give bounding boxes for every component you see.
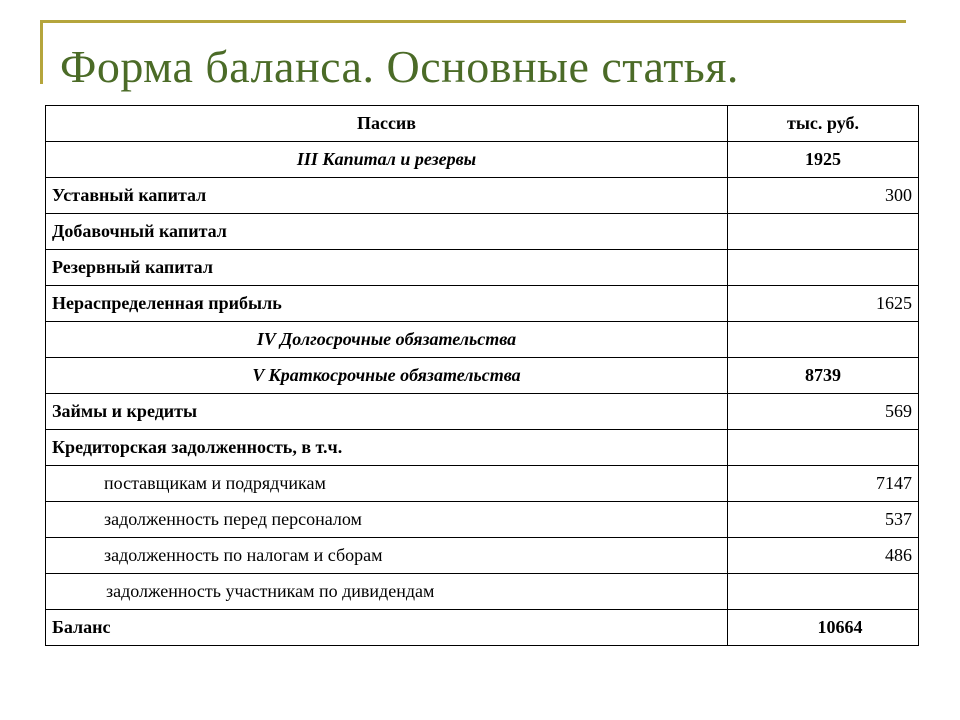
row-value: 7147: [728, 466, 919, 502]
table-row: [46, 142, 919, 178]
table-row: [46, 466, 919, 502]
header-liabilities: Пассив: [46, 106, 728, 142]
table-row: [46, 502, 919, 538]
row-label: Нераспределенная прибыль: [46, 286, 728, 322]
row-value: 537: [728, 502, 919, 538]
row-value: [728, 250, 919, 286]
row-label: задолженность перед персоналом: [46, 502, 728, 538]
row-value: [728, 214, 919, 250]
row-value: 1625: [728, 286, 919, 322]
row-label: Кредиторская задолженность, в т.ч.: [46, 430, 728, 466]
row-value: [728, 430, 919, 466]
decorative-top-line: [40, 20, 906, 23]
row-value: [728, 322, 919, 358]
table-row: [46, 574, 919, 610]
row-label: поставщикам и подрядчикам: [46, 466, 728, 502]
decorative-left-line: [40, 20, 43, 84]
row-label: Добавочный капитал: [46, 214, 728, 250]
table-row: [46, 358, 919, 394]
row-value: 8739: [728, 358, 919, 394]
table-row: [46, 322, 919, 358]
total-value: 10664: [728, 610, 919, 646]
row-value: 486: [728, 538, 919, 574]
row-value: 1925: [728, 142, 919, 178]
table-row: [46, 538, 919, 574]
table-row: [46, 214, 919, 250]
table-row: [46, 286, 919, 322]
slide-title: Форма баланса. Основные статья.: [60, 41, 739, 92]
table-header-row: [46, 106, 919, 142]
table-row: [46, 394, 919, 430]
table-row: [46, 250, 919, 286]
row-label: III Капитал и резервы: [46, 142, 728, 178]
row-label: Уставный капитал: [46, 178, 728, 214]
row-label: V Краткосрочные обязательства: [46, 358, 728, 394]
row-value: 569: [728, 394, 919, 430]
row-label: Резервный капитал: [46, 250, 728, 286]
row-label: Займы и кредиты: [46, 394, 728, 430]
table-row: [46, 178, 919, 214]
total-label: Баланс: [46, 610, 728, 646]
header-unit: тыс. руб.: [728, 106, 919, 142]
row-value: [728, 574, 919, 610]
row-label: задолженность по налогам и сборам: [46, 538, 728, 574]
row-label: задолженность участникам по дивидендам: [46, 574, 728, 610]
balance-table: [45, 105, 919, 646]
table-row: [46, 430, 919, 466]
row-value: 300: [728, 178, 919, 214]
table-total-row: [46, 610, 919, 646]
row-label: IV Долгосрочные обязательства: [46, 322, 728, 358]
